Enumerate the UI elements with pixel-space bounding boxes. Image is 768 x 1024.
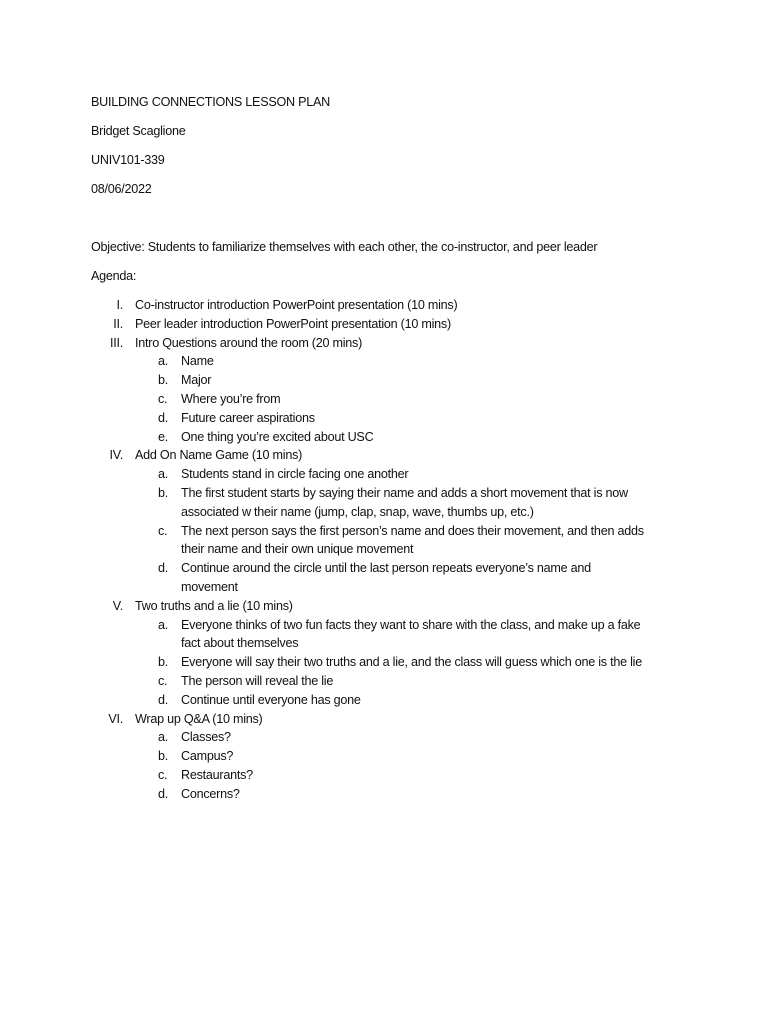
agenda-subitem	[91, 766, 691, 785]
agenda-subitem-letter: b.	[158, 373, 169, 388]
agenda-subitem-text: movement	[181, 579, 238, 594]
agenda-subitem	[91, 672, 691, 691]
agenda-subitem-text: The person will reveal the lie	[181, 673, 334, 688]
agenda-subitem-text: Continue until everyone has gone	[181, 692, 361, 707]
agenda-subitem-continuation	[91, 540, 691, 559]
document-date: 08/06/2022	[91, 182, 152, 196]
objective-text: Objective: Students to familiarize themselves with each other, the co-instructor, and peer leader	[91, 240, 598, 254]
agenda-subitem	[91, 691, 691, 710]
agenda-item	[91, 334, 691, 353]
agenda-subitem-letter: d.	[158, 786, 169, 801]
agenda-list	[91, 296, 691, 804]
agenda-item-text: Co-instructor introduction PowerPoint presentation (10 mins)	[135, 298, 458, 312]
agenda-subitem-text: Everyone will say their two truths and a lie, and the class will guess which one is the lie	[181, 655, 642, 670]
agenda-item-numeral: I.	[116, 298, 123, 312]
agenda-label: Agenda:	[91, 269, 137, 283]
agenda-subitem	[91, 409, 691, 428]
agenda-subitem-text: Students stand in circle facing one another	[181, 467, 409, 482]
agenda-item-text: Add On Name Game (10 mins)	[135, 448, 303, 463]
agenda-subitem-text: Campus?	[181, 749, 234, 764]
agenda-subitem-text: associated w their name (jump, clap, snap, wave, thumbs up, etc.)	[181, 504, 534, 519]
document-title: BUILDING CONNECTIONS LESSON PLAN	[91, 95, 331, 109]
agenda-subitem	[91, 428, 691, 447]
agenda-subitem-letter: a.	[158, 617, 169, 632]
agenda-subitem-continuation	[91, 503, 691, 522]
agenda-subitem	[91, 728, 691, 747]
agenda-subitem-text: The first student starts by saying their name and adds a short movement that is now	[181, 485, 628, 500]
agenda-subitem-letter: a.	[158, 354, 169, 369]
agenda-subitem-text: Continue around the circle until the last person repeats everyone’s name and	[181, 561, 591, 576]
agenda-subitem-letter: c.	[158, 673, 168, 688]
agenda-subitem-text: Restaurants?	[181, 767, 253, 782]
agenda-subitem	[91, 484, 691, 503]
agenda-subitem	[91, 390, 691, 409]
agenda-subitem-text: their name and their own unique movement	[181, 542, 414, 557]
agenda-item-text: Intro Questions around the room (20 mins)	[135, 335, 363, 350]
course-code: UNIV101-339	[91, 153, 165, 167]
agenda-item-numeral: II.	[113, 316, 123, 331]
agenda-subitem	[91, 653, 691, 672]
agenda-subitem-text: Name	[181, 354, 214, 369]
agenda-subitem-continuation	[91, 578, 691, 597]
agenda-subitem-letter: a.	[158, 467, 169, 482]
agenda-subitem	[91, 559, 691, 578]
agenda-item	[91, 296, 691, 315]
agenda-subitem-letter: d.	[158, 410, 169, 425]
agenda-subitem	[91, 747, 691, 766]
agenda-item	[91, 315, 691, 334]
agenda-subitem-letter: d.	[158, 561, 169, 576]
agenda-item	[91, 597, 691, 616]
agenda-subitem	[91, 522, 691, 541]
agenda-item-numeral: V.	[112, 598, 123, 613]
agenda-subitem	[91, 465, 691, 484]
agenda-subitem-letter: b.	[158, 485, 169, 500]
agenda-subitem-text: Future career aspirations	[181, 410, 315, 425]
agenda-subitem-text: Concerns?	[181, 786, 240, 801]
agenda-subitem-continuation	[91, 634, 691, 653]
agenda-subitem-letter: c.	[158, 523, 168, 538]
agenda-item-numeral: III.	[110, 335, 123, 350]
agenda-subitem-letter: b.	[158, 749, 169, 764]
agenda-item-text: Peer leader introduction PowerPoint presentation (10 mins)	[135, 316, 451, 331]
agenda-item-numeral: IV.	[109, 448, 123, 463]
agenda-subitem	[91, 352, 691, 371]
agenda-item-text: Wrap up Q&A (10 mins)	[135, 711, 263, 726]
agenda-subitem-text: Classes?	[181, 730, 231, 745]
agenda-subitem	[91, 616, 691, 635]
agenda-subitem-text: One thing you’re excited about USC	[181, 429, 374, 444]
agenda-subitem-letter: d.	[158, 692, 169, 707]
agenda-subitem-letter: b.	[158, 655, 169, 670]
agenda-item	[91, 710, 691, 729]
agenda-item-text: Two truths and a lie (10 mins)	[135, 598, 293, 613]
agenda-subitem-text: Where you’re from	[181, 391, 281, 406]
agenda-item	[91, 446, 691, 465]
agenda-subitem-letter: e.	[158, 429, 169, 444]
agenda-subitem-letter: c.	[158, 391, 168, 406]
agenda-subitem-letter: a.	[158, 730, 169, 745]
agenda-subitem-text: Everyone thinks of two fun facts they want to share with the class, and make up a fake	[181, 617, 641, 632]
agenda-subitem	[91, 371, 691, 390]
agenda-item-numeral: VI.	[108, 711, 123, 726]
author-name: Bridget Scaglione	[91, 124, 186, 138]
agenda-subitem-text: fact about themselves	[181, 636, 299, 651]
agenda-subitem-letter: c.	[158, 767, 168, 782]
agenda-subitem-text: Major	[181, 373, 212, 388]
agenda-subitem	[91, 785, 691, 804]
agenda-subitem-text: The next person says the first person’s name and does their movement, and then adds	[181, 523, 644, 538]
